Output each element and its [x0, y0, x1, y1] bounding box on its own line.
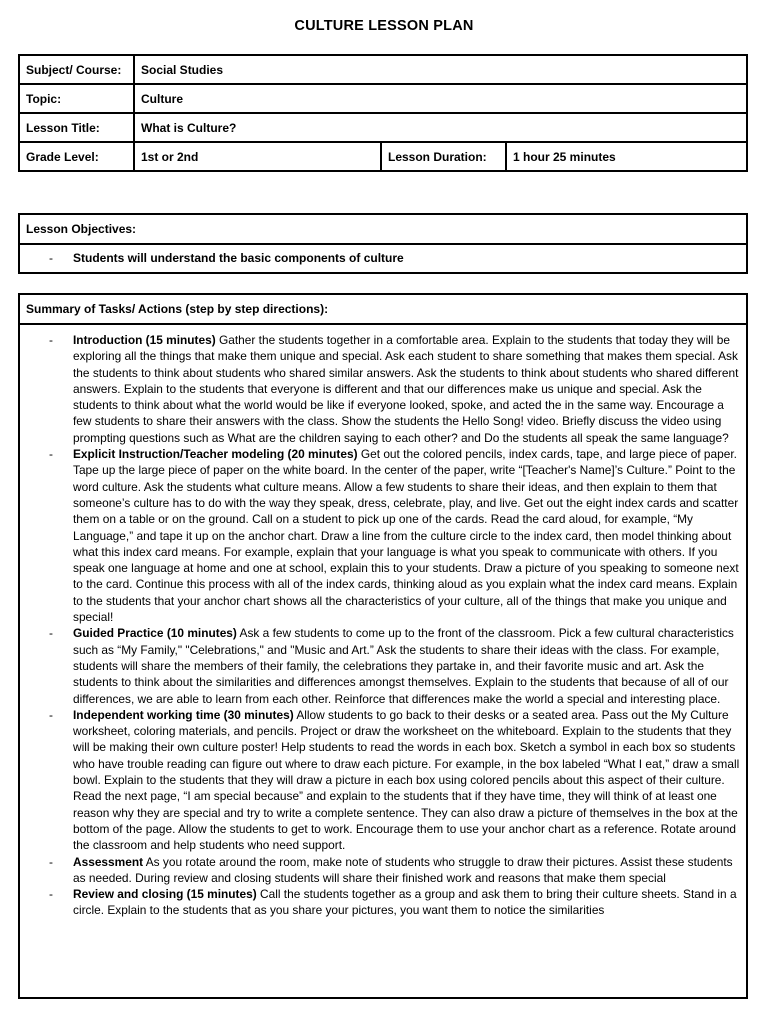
task-item-explicit-instruction: [20, 446, 740, 625]
lesson-title-value: What is Culture?: [134, 113, 747, 142]
task-item-guided-practice: [20, 625, 740, 706]
task-title: Assessment: [73, 854, 144, 869]
task-item-review-closing: [20, 886, 740, 919]
summary-box: [18, 293, 748, 999]
duration-value: 1 hour 25 minutes: [506, 142, 747, 171]
objective-item: [20, 245, 746, 272]
task-title: Introduction (15 minutes): [73, 333, 216, 347]
grade-label: Grade Level:: [19, 142, 134, 171]
task-item-introduction: [20, 332, 740, 446]
grade-row: [19, 142, 747, 171]
objectives-box: [18, 213, 748, 274]
task-title: Guided Practice (10 minutes): [73, 626, 237, 641]
duration-label: Lesson Duration:: [381, 142, 506, 171]
objectives-heading: Lesson Objectives:: [20, 215, 746, 245]
lesson-title-row: [19, 113, 747, 142]
subject-row: [19, 55, 747, 84]
bullet-dash: -: [49, 626, 53, 641]
task-text: Gather the students together in a comfortable area. Explain to the students that today they will be exploring all the things that make them unique and special. Ask each student to share something that makes them special. Ask the students to think about students who shared similar answers. Ask the students to think about students who shared different answers. Explain to the students that everyone is different and that our differences make us unique and special. Ask the students to think about what the world would be like if everyone looked, spoke, and acted the in the same way. Encourage a few students to share their answers with the class. Show the students the Hello Song! video. Briefly discuss the video using prompting questions such as What are the children saying to each other? and Do the students all speak the same language?: [73, 333, 739, 445]
task-list: [20, 325, 746, 919]
page-title: CULTURE LESSON PLAN: [294, 18, 474, 34]
grade-value: 1st or 2nd: [134, 142, 381, 171]
task-text: As you rotate around the room, make note of students who struggle to draw their pictures. Assist these students as needed. During review and closing students will share their finished work and reasons that make them special: [73, 854, 733, 885]
bullet-dash: -: [49, 887, 53, 902]
lesson-info-table: [18, 54, 748, 172]
task-text: Ask a few students to come up to the front of the classroom. Pick a few cultural characteristics such as “My Family," "Celebrations," and "Music and Art.” Ask the students to share their ideas with the class. For example, students will share the members of their family, the celebrations they partake in, and their favorite music and art. Ask the students to think about the similarities and differences amongst themselves. Explain to the students that because of all of our differences, we are able to learn from each other. Reinforce that differences make the world a special and interesting place.: [73, 626, 734, 706]
task-text: Allow students to go back to their desks or a seated area. Pass out the My Culture worksheet, coloring materials, and pencils. Project or draw the worksheet on the whiteboard. Explain to the students that they will be making their own culture poster! Help students to read the words in each box. Sketch a symbol in each box so students who have trouble reading can figure out where to draw each picture. For example, in the box labeled “What I eat,” draw a small bowl. Explain to the students that they will draw a picture in each box using colored pencils about this aspect of their culture. Read the next page, “I am special because” and explain to the students that if they have time, they will think of at least one reason why they are special and try to write a complete sentence. They can also draw a picture of themselves in the box at the bottom of the page. Allow the students to get to work. Encourage them to use your anchor chart as a reference. Rotate around the classroom and help students who need support.: [73, 707, 740, 853]
bullet-dash: -: [49, 854, 53, 869]
task-title: Independent working time (30 minutes): [73, 707, 294, 722]
subject-label: Subject/ Course:: [19, 55, 134, 84]
topic-row: [19, 84, 747, 113]
topic-label: Topic:: [19, 84, 134, 113]
summary-heading: Summary of Tasks/ Actions (step by step directions):: [20, 295, 746, 325]
topic-value: Culture: [134, 84, 747, 113]
task-item-independent-work: [20, 707, 740, 854]
bullet-dash: -: [49, 251, 53, 265]
task-item-assessment: [20, 854, 740, 887]
task-text: Get out the colored pencils, index cards, tape, and large piece of paper. Tape up the large piece of paper on the white board. In the center of the paper, write “[Teacher's Name]’s Culture.” Point to the word culture. Ask the students what culture means. Allow a few students to share their ideas, and then explain to them that someone’s culture has to do with the way they speak, dress, celebrate, play, and live. Get out the eight index cards and scatter them on a table or on the ground. Call on a student to pick up one of the cards. Read the card aloud, for example, “My Language,” and tape it up on the anchor chart. Draw a line from the culture circle to the index card, then model thinking about what this index card means. For example, explain that your language is what you speak to communicate with others. If you speak one language at home and one at school, explain this to your students. Draw a picture of you speaking to someone next to the card. Continue this process with all of the index cards, thinking aloud as you explain what the index card means. Explain to the students that your anchor chart shows all the characteristics of your culture, all of the things that make you unique and special!: [73, 447, 739, 625]
bullet-dash: -: [49, 707, 53, 722]
subject-value: Social Studies: [134, 55, 747, 84]
objective-text: Students will understand the basic components of culture: [73, 251, 404, 265]
task-title: Review and closing (15 minutes): [73, 887, 257, 902]
task-text: Call the students together as a group and ask them to bring their culture sheets. Stand in a circle. Explain to the students that as you share your pictures, you want them to notice the similarities: [73, 887, 737, 918]
task-title: Explicit Instruction/Teacher modeling (20 minutes): [73, 447, 358, 462]
lesson-title-label: Lesson Title:: [19, 113, 134, 142]
bullet-dash: -: [49, 333, 53, 347]
bullet-dash: -: [49, 447, 53, 462]
